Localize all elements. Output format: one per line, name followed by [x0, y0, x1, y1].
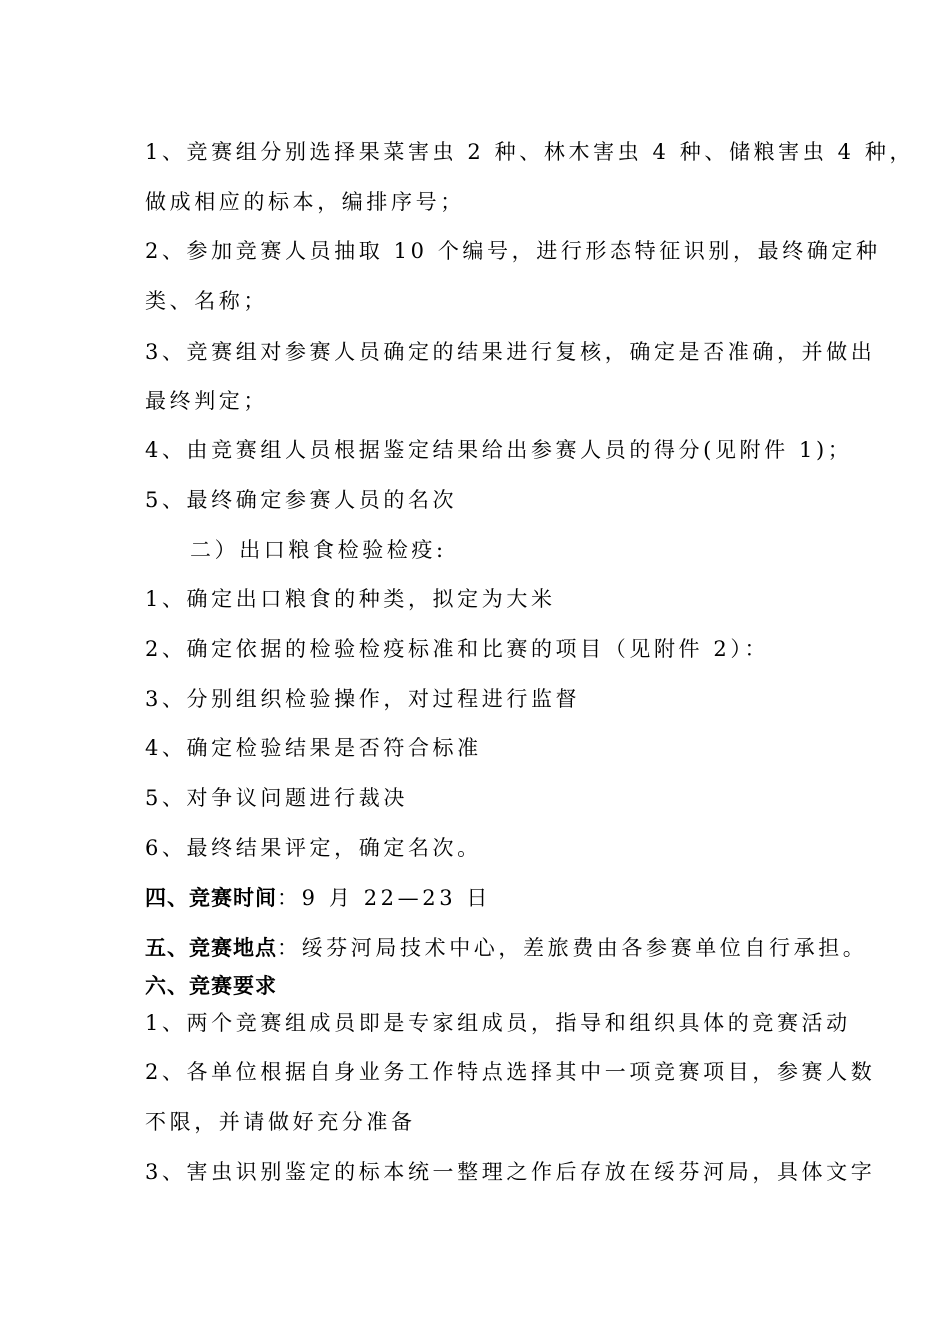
requirement-2-line-2: 不限，并请做好充分准备	[145, 1110, 416, 1134]
competition-place	[145, 937, 867, 959]
section-2-item-1: 1、确定出口粮食的种类，拟定为大米	[145, 587, 556, 611]
competition-place-label: 五、竞赛地点	[145, 935, 277, 960]
item-1-line-1: 1、竞赛组分别选择果菜害虫 2 种、林木害虫 4 种、储粮害虫 4 种，	[145, 140, 915, 164]
requirement-3: 3、害虫识别鉴定的标本统一整理之作后存放在绥芬河局，具体文字	[145, 1160, 876, 1184]
section-2-item-5: 5、对争议问题进行裁决	[145, 786, 408, 810]
competition-place-value: ：绥芬河局技术中心，差旅费由各参赛单位自行承担。	[277, 936, 868, 960]
item-2-line-2: 类、名称；	[145, 289, 268, 313]
item-3-line-2: 最终判定；	[145, 389, 268, 413]
section-2-item-6: 6、最终结果评定，确定名次。	[145, 836, 482, 860]
requirement-2-line-1: 2、各单位根据自身业务工作特点选择其中一项竞赛项目，参赛人数	[145, 1060, 876, 1084]
requirements-title: 六、竞赛要求	[145, 973, 277, 998]
section-2-item-4: 4、确定检验结果是否符合标准	[145, 736, 482, 760]
item-4: 4、由竞赛组人员根据鉴定结果给出参赛人员的得分(见附件 1)；	[145, 438, 853, 462]
competition-time-value: ：9 月 22—23 日	[277, 886, 492, 910]
item-3-line-1: 3、竞赛组对参赛人员确定的结果进行复核，确定是否准确，并做出	[145, 340, 876, 364]
competition-time	[145, 887, 491, 909]
item-1-line-2: 做成相应的标本，编排序号；	[145, 190, 465, 214]
requirement-1: 1、两个竞赛组成员即是专家组成员，指导和组织具体的竞赛活动	[145, 1011, 851, 1035]
section-2-item-2: 2、确定依据的检验检疫标准和比赛的项目（见附件 2）：	[145, 637, 770, 661]
section-2-title: 二）出口粮食检验检疫:	[190, 538, 447, 562]
section-2-item-3: 3、分别组织检验操作，对过程进行监督	[145, 687, 581, 711]
item-5: 5、最终确定参赛人员的名次	[145, 488, 458, 512]
competition-time-label: 四、竞赛时间	[145, 885, 277, 910]
item-2-line-1: 2、参加竞赛人员抽取 10 个编号，进行形态特征识别，最终确定种	[145, 239, 881, 263]
